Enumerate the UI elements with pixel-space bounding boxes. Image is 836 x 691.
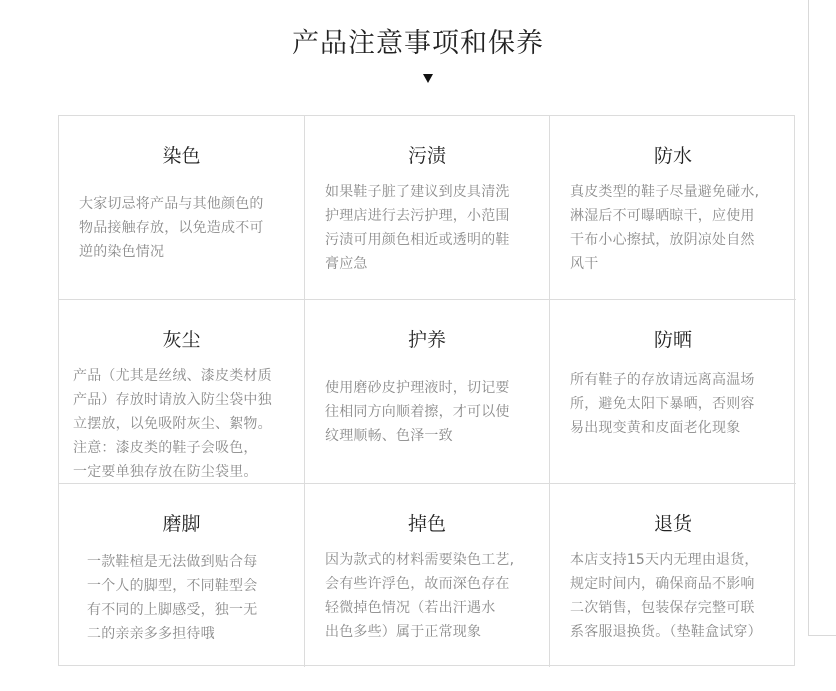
card-body-line: 一个人的脚型，不同鞋型会 [87, 578, 258, 594]
card-care [305, 300, 550, 484]
card-body [325, 180, 535, 276]
card-body-line: 系客服退换货。（垫鞋盒试穿） [570, 624, 762, 640]
card-body-line: 产品）存放时请放入防尘袋中独 [73, 392, 272, 408]
card-body [325, 548, 541, 644]
card-body-line: 风干 [570, 256, 599, 272]
card-body-line: 一定要单独存放在防尘袋里。 [73, 464, 258, 480]
page-title: 产品注意事项和保养 [292, 28, 544, 59]
card-body-line: 物品接触存放，以免造成不可 [79, 220, 264, 236]
card-body [570, 180, 788, 276]
card-body-line: 有不同的上脚感受，独一无 [87, 602, 258, 618]
card-body-line: 本店支持15天内无理由退货， [570, 552, 759, 568]
card-body-line: 轻微掉色情况（若出汗遇水 [325, 600, 496, 616]
card-title: 退货 [653, 513, 692, 535]
card-body-line: 逆的染色情况 [79, 244, 165, 260]
card-title: 防水 [653, 145, 692, 167]
right-edge-divider [808, 0, 809, 636]
card-body-line: 淋湿后不可曝晒晾干，应使用 [570, 208, 755, 224]
card-dust [59, 300, 305, 484]
card-body [570, 548, 788, 644]
card-body-line: 所有鞋子的存放请远离高温场 [570, 372, 755, 388]
card-body-line: 护理店进行去污护理，小范围 [325, 208, 510, 224]
care-notes-grid [58, 115, 795, 666]
card-body [325, 376, 535, 448]
card-fading [305, 484, 550, 667]
card-body-line: 大家切忌将产品与其他颜色的 [79, 196, 264, 212]
card-body-line: 所，避免太阳下暴晒，否则容 [570, 396, 755, 412]
card-body-line: 易出现变黄和皮面老化现象 [570, 420, 741, 436]
right-edge-divider-foot [808, 635, 836, 636]
card-body [73, 364, 290, 484]
card-body-line: 规定时间内，确保商品不影响 [570, 576, 755, 592]
card-body-line: 立摆放，以免吸附灰尘、絮物。 [73, 416, 272, 432]
card-body-line: 往相同方向顺着擦，才可以使 [325, 404, 510, 420]
card-title: 染色 [162, 145, 201, 167]
card-title: 防晒 [653, 329, 692, 351]
card-body-line: 出色多些）属于正常现象 [325, 624, 482, 640]
card-title: 污渍 [407, 145, 446, 167]
card-title: 磨脚 [162, 513, 201, 535]
card-body-line: 纹理顺畅、色泽一致 [325, 428, 453, 444]
card-body-line: 真皮类型的鞋子尽量避免碰水, [570, 184, 760, 200]
card-title: 灰尘 [162, 329, 201, 351]
card-body-line: 二次销售，包装保存完整可联 [570, 600, 755, 616]
card-body-line: 二的亲亲多多担待哦 [87, 626, 215, 642]
card-stains [305, 116, 550, 300]
card-body-line: 如果鞋子脏了建议到皮具清洗 [325, 184, 510, 200]
card-dyeing [59, 116, 305, 300]
triangle-down-icon [423, 74, 433, 83]
card-title: 掉色 [407, 513, 446, 535]
card-body-line: 会有些许浮色，故而深色存在 [325, 576, 510, 592]
card-foot-fit [59, 484, 305, 667]
card-body-line: 膏应急 [325, 256, 368, 272]
card-body-line: 干布小心擦拭，放阴凉处自然 [570, 232, 755, 248]
card-body-line: 一款鞋楦是无法做到贴合每 [87, 554, 258, 570]
card-body [570, 368, 788, 440]
card-body-line: 因为款式的材料需要染色工艺, [325, 552, 515, 568]
card-body [79, 192, 290, 264]
card-body-line: 注意：漆皮类的鞋子会吸色， [73, 440, 258, 456]
card-body [87, 550, 290, 646]
card-returns [550, 484, 796, 667]
card-title: 护养 [407, 329, 446, 351]
card-body-line: 污渍可用颜色相近或透明的鞋 [325, 232, 510, 248]
card-waterproof [550, 116, 796, 300]
card-body-line: 使用磨砂皮护理液时，切记要 [325, 380, 510, 396]
card-sun-protection [550, 300, 796, 484]
card-body-line: 产品（尤其是丝绒、漆皮类材质 [73, 368, 272, 384]
